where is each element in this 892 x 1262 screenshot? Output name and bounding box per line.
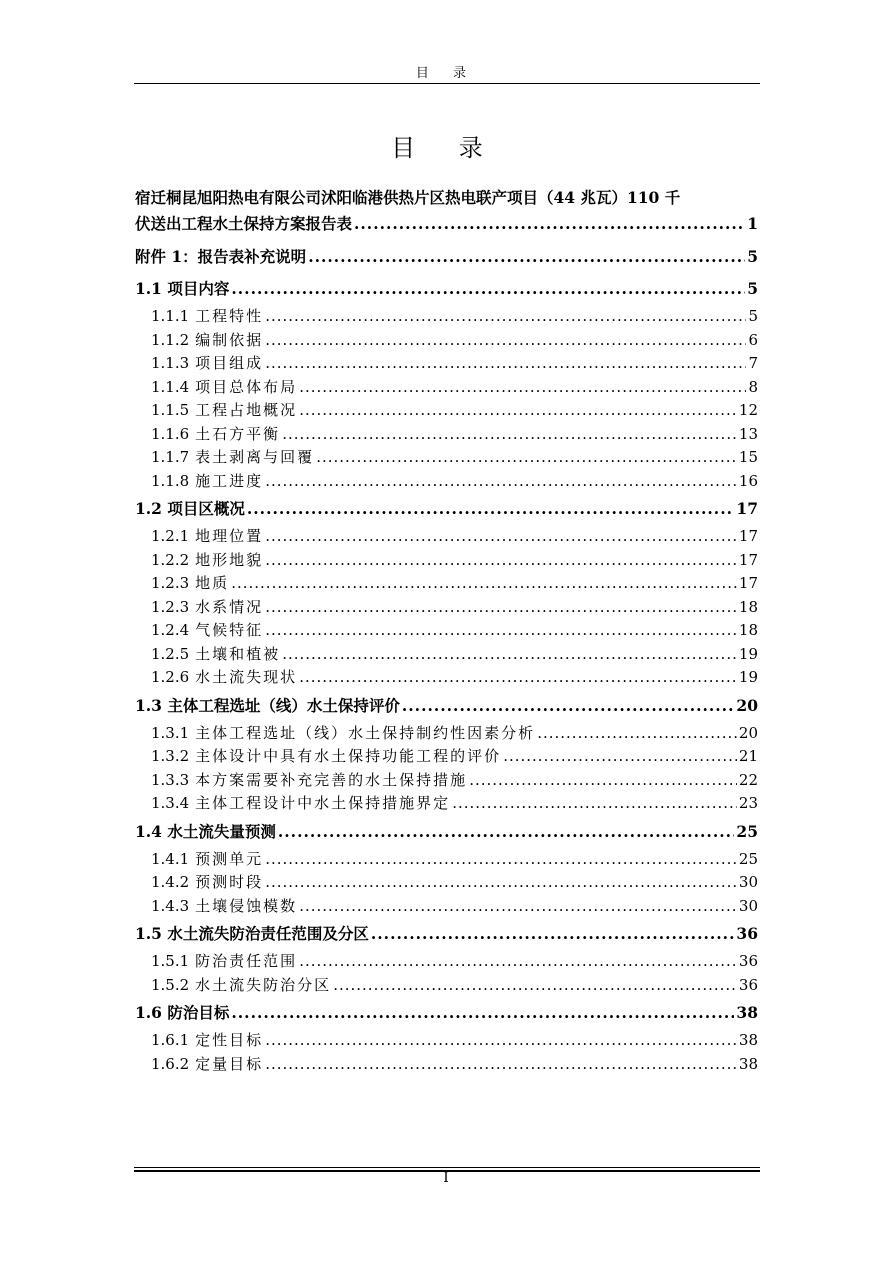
toc-leader <box>247 493 735 525</box>
toc-page-number: 20 <box>738 723 758 742</box>
toc-page-number: 1 <box>747 214 758 233</box>
toc-subsection-number: 1.2.5 <box>151 644 190 663</box>
toc-page-number: 38 <box>738 1031 758 1049</box>
toc-entry-report[interactable] <box>135 185 758 237</box>
toc-subsection-number: 1.6.2 <box>151 1054 190 1073</box>
toc-page-number: 36 <box>738 952 758 970</box>
toc-subsection-label <box>151 745 501 769</box>
toc-subsection[interactable] <box>135 305 758 329</box>
toc-subsection[interactable] <box>135 572 758 596</box>
toc-subsection-label <box>151 895 297 919</box>
toc-leader <box>282 643 737 667</box>
toc-subsection-text: 土壤和植被 <box>195 644 281 663</box>
toc-subsection-number: 1.1.2 <box>151 330 190 349</box>
toc-subsection-label <box>151 722 535 746</box>
footer-rule <box>134 1167 760 1168</box>
toc-subsection-label <box>151 423 280 447</box>
toc-subsection-label <box>151 974 331 998</box>
toc-leader <box>231 572 737 596</box>
toc-subsection[interactable] <box>135 596 758 620</box>
toc-subsection-label <box>151 399 297 423</box>
toc-page-number: 36 <box>736 924 758 943</box>
toc-section[interactable] <box>135 273 758 305</box>
toc-subsection-number: 1.6.1 <box>151 1031 190 1049</box>
toc-leader <box>299 666 737 690</box>
toc-entry-report-line2 <box>135 211 758 237</box>
toc-subsection-text: 水系情况 <box>195 597 264 616</box>
toc-subsection-label <box>151 376 297 400</box>
toc-subsection[interactable] <box>135 619 758 643</box>
toc-page-number: 5 <box>747 247 758 266</box>
toc-page-number: 23 <box>738 794 758 812</box>
toc-page-number: 5 <box>748 307 758 325</box>
toc-leader <box>299 399 737 423</box>
toc-subsection[interactable] <box>135 895 758 919</box>
toc-subsection-number: 1.1.7 <box>151 448 190 466</box>
toc-subsection-text: 地形地貌 <box>195 550 264 569</box>
toc-leader <box>299 376 746 400</box>
toc-page-number: 6 <box>748 330 758 349</box>
toc-subsection-text: 编制依据 <box>195 330 264 349</box>
toc-subsection-text: 地理位置 <box>195 527 264 545</box>
toc-subsection-text: 气候特征 <box>195 621 264 639</box>
toc-subsection-number: 1.1.4 <box>151 377 190 396</box>
toc-subsection-number: 1.2.2 <box>151 550 190 569</box>
toc-subsection-number: 1.2.4 <box>151 621 190 639</box>
toc-subsection-label <box>151 305 263 329</box>
toc-subsection[interactable] <box>135 470 758 494</box>
toc-subsection-number: 1.1.3 <box>151 354 190 372</box>
toc-subsection-label <box>151 470 263 494</box>
toc-leader <box>371 918 735 950</box>
toc-subsection-label <box>151 950 297 974</box>
toc-subsection-text: 项目总体布局 <box>195 377 298 396</box>
toc-leader <box>265 549 737 573</box>
toc-subsection[interactable] <box>135 1029 758 1053</box>
toc-subsection-text: 表土剥离与回覆 <box>195 448 315 466</box>
toc-leader <box>316 446 737 470</box>
toc-subsection-number: 1.4.3 <box>151 896 190 915</box>
toc-subsection-text: 工程占地概况 <box>195 401 298 419</box>
toc-label: 伏送出工程水土保持方案报告表 <box>135 214 353 233</box>
toc-section-label: 1.1 项目内容 <box>135 279 230 298</box>
page-number: I <box>443 1170 449 1186</box>
toc-subsection[interactable] <box>135 722 758 746</box>
toc-leader <box>265 352 746 376</box>
toc-leader <box>231 997 734 1029</box>
toc-leader <box>265 1029 737 1053</box>
toc-leader <box>452 792 737 816</box>
toc-section-label: 附件 1：报告表补充说明 <box>135 247 307 266</box>
toc-section[interactable] <box>135 690 758 722</box>
toc-subsection[interactable] <box>135 643 758 667</box>
toc-page-number: 38 <box>738 1054 758 1073</box>
toc-subsection-number: 1.2.6 <box>151 668 190 686</box>
toc-subsection-text: 主体工程选址（线）水土保持制约性因素分析 <box>195 723 536 742</box>
toc-section[interactable] <box>135 493 758 525</box>
toc-subsection-text: 本方案需要补充完善的水土保持措施 <box>195 770 468 789</box>
toc-subsection-number: 1.3.1 <box>151 723 190 742</box>
toc-leader <box>265 619 737 643</box>
toc-subsection-text: 预测单元 <box>195 849 264 868</box>
toc-page-number: 5 <box>747 279 758 298</box>
toc-subsection-label <box>151 352 263 376</box>
toc-subsection-number: 1.2.3 <box>151 597 190 616</box>
toc-page-number: 17 <box>738 527 758 545</box>
toc-leader <box>537 722 737 746</box>
toc-subsection[interactable] <box>135 769 758 793</box>
toc-subsection[interactable] <box>135 666 758 690</box>
toc-subsection[interactable] <box>135 871 758 895</box>
toc-leader <box>333 974 737 998</box>
toc-page-number: 12 <box>738 401 758 419</box>
toc-subsection[interactable] <box>135 950 758 974</box>
toc-subsection-text: 水土流失防治分区 <box>195 975 332 994</box>
toc-section-label: 1.6 防治目标 <box>135 1003 230 1022</box>
toc-leader <box>354 211 745 237</box>
toc-subsection-label <box>151 596 263 620</box>
toc-leader <box>265 329 746 353</box>
toc-subsection[interactable] <box>135 549 758 573</box>
toc-subsection-text: 预测时段 <box>195 873 264 891</box>
toc-subsection-number: 1.2.3 <box>151 574 190 592</box>
toc-subsection-number: 1.5.1 <box>151 952 190 970</box>
toc-leader <box>282 423 737 447</box>
toc-page-number: 36 <box>738 975 758 994</box>
header-rule <box>134 83 760 84</box>
toc-subsection-number: 1.3.4 <box>151 794 190 812</box>
toc-subsection-text: 土壤侵蚀模数 <box>195 896 298 915</box>
toc-subsection-label <box>151 549 263 573</box>
toc-page-number: 19 <box>738 668 758 686</box>
toc-list <box>135 241 758 1076</box>
toc-subsection-text: 防治责任范围 <box>195 952 298 970</box>
toc-subsection-label <box>151 329 263 353</box>
toc-section[interactable] <box>135 918 758 950</box>
running-header: 目 录 <box>415 66 477 81</box>
toc-leader <box>299 895 737 919</box>
toc-subsection-text: 主体工程设计中水土保持措施界定 <box>195 794 451 812</box>
toc-subsection-number: 1.4.1 <box>151 849 190 868</box>
toc-subsection-text: 项目组成 <box>195 354 264 372</box>
toc-page-number: 18 <box>738 621 758 639</box>
toc-subsection[interactable] <box>135 745 758 769</box>
toc-subsection[interactable] <box>135 329 758 353</box>
toc-leader <box>265 596 737 620</box>
toc-leader <box>265 525 737 549</box>
toc-section-label: 1.3 主体工程选址（线）水土保持评价 <box>135 695 400 715</box>
toc-page-number: 21 <box>738 747 758 765</box>
toc-subsection-text: 定量目标 <box>195 1054 264 1073</box>
toc-leader <box>278 816 735 848</box>
toc-subsection-number: 1.3.3 <box>151 770 190 789</box>
toc-section[interactable] <box>135 997 758 1029</box>
toc-page-number: 25 <box>736 821 758 841</box>
toc-leader <box>265 871 737 895</box>
toc-page-number: 17 <box>738 574 758 592</box>
table-of-contents <box>135 185 758 1076</box>
toc-subsection-number: 1.1.1 <box>151 307 190 325</box>
toc-subsection-text: 水土流失现状 <box>195 668 298 686</box>
toc-page-number: 7 <box>748 354 758 372</box>
toc-page-number: 15 <box>738 448 758 466</box>
toc-subsection-label <box>151 848 263 872</box>
toc-subsection[interactable] <box>135 974 758 998</box>
toc-subsection-number: 1.5.2 <box>151 975 190 994</box>
toc-page-number: 30 <box>738 896 758 915</box>
toc-page-number: 20 <box>736 695 758 715</box>
toc-subsection[interactable] <box>135 352 758 376</box>
toc-page-number: 18 <box>738 597 758 616</box>
toc-subsection[interactable] <box>135 848 758 872</box>
toc-subsection[interactable] <box>135 1053 758 1077</box>
toc-subsection-label <box>151 643 280 667</box>
toc-subsection-label <box>151 1029 263 1053</box>
toc-leader <box>265 470 737 494</box>
toc-subsection[interactable] <box>135 792 758 816</box>
toc-subsection-text: 主体设计中具有水土保持功能工程的评价 <box>195 747 502 765</box>
toc-subsection-label <box>151 572 229 596</box>
toc-leader <box>308 241 745 273</box>
toc-leader <box>265 305 746 329</box>
toc-page-number: 25 <box>738 849 758 868</box>
toc-subsection-number: 1.1.6 <box>151 424 190 443</box>
toc-subsection[interactable] <box>135 376 758 400</box>
toc-page-number: 16 <box>738 471 758 490</box>
toc-section[interactable] <box>135 241 758 273</box>
toc-page-number: 8 <box>748 377 758 396</box>
toc-page-number: 19 <box>738 644 758 663</box>
toc-subsection[interactable] <box>135 399 758 423</box>
toc-subsection-number: 1.1.5 <box>151 401 190 419</box>
toc-subsection-number: 1.2.1 <box>151 527 190 545</box>
toc-leader <box>402 690 735 722</box>
toc-subsection-label <box>151 792 450 816</box>
toc-section-label: 1.4 水土流失量预测 <box>135 821 276 841</box>
toc-subsection-text: 地质 <box>195 574 230 592</box>
toc-subsection-label <box>151 619 263 643</box>
toc-subsection-number: 1.4.2 <box>151 873 190 891</box>
toc-subsection[interactable] <box>135 423 758 447</box>
toc-subsection-label <box>151 666 297 690</box>
toc-subsection-number: 1.1.8 <box>151 471 190 490</box>
toc-subsection-text: 定性目标 <box>195 1031 264 1049</box>
toc-page-number: 30 <box>738 873 758 891</box>
toc-page-number: 17 <box>736 499 758 518</box>
page-title: 目 录 <box>391 134 501 162</box>
toc-entry-report-line1: 宿迁桐昆旭阳热电有限公司沭阳临港供热片区热电联产项目（44 兆瓦）110 千 <box>135 188 681 207</box>
toc-section-label: 1.5 水土流失防治责任范围及分区 <box>135 924 369 943</box>
toc-subsection-label <box>151 446 314 470</box>
toc-leader <box>299 950 737 974</box>
toc-leader <box>503 745 737 769</box>
toc-leader <box>265 848 737 872</box>
toc-page-number: 38 <box>736 1003 758 1022</box>
toc-subsection-text: 工程特性 <box>195 307 264 325</box>
toc-subsection[interactable] <box>135 525 758 549</box>
toc-subsection[interactable] <box>135 446 758 470</box>
toc-page-number: 17 <box>738 550 758 569</box>
toc-leader <box>265 1053 737 1077</box>
toc-subsection-label <box>151 525 263 549</box>
toc-subsection-text: 施工进度 <box>195 471 264 490</box>
toc-leader <box>469 769 737 793</box>
toc-subsection-label <box>151 871 263 895</box>
toc-section[interactable] <box>135 816 758 848</box>
toc-subsection-label <box>151 1053 263 1077</box>
toc-section-label: 1.2 项目区概况 <box>135 499 245 518</box>
toc-subsection-label <box>151 769 467 793</box>
toc-subsection-text: 土石方平衡 <box>195 424 281 443</box>
toc-leader <box>231 273 745 305</box>
toc-page-number: 22 <box>738 770 758 789</box>
toc-subsection-number: 1.3.2 <box>151 747 190 765</box>
toc-page-number: 13 <box>738 424 758 443</box>
